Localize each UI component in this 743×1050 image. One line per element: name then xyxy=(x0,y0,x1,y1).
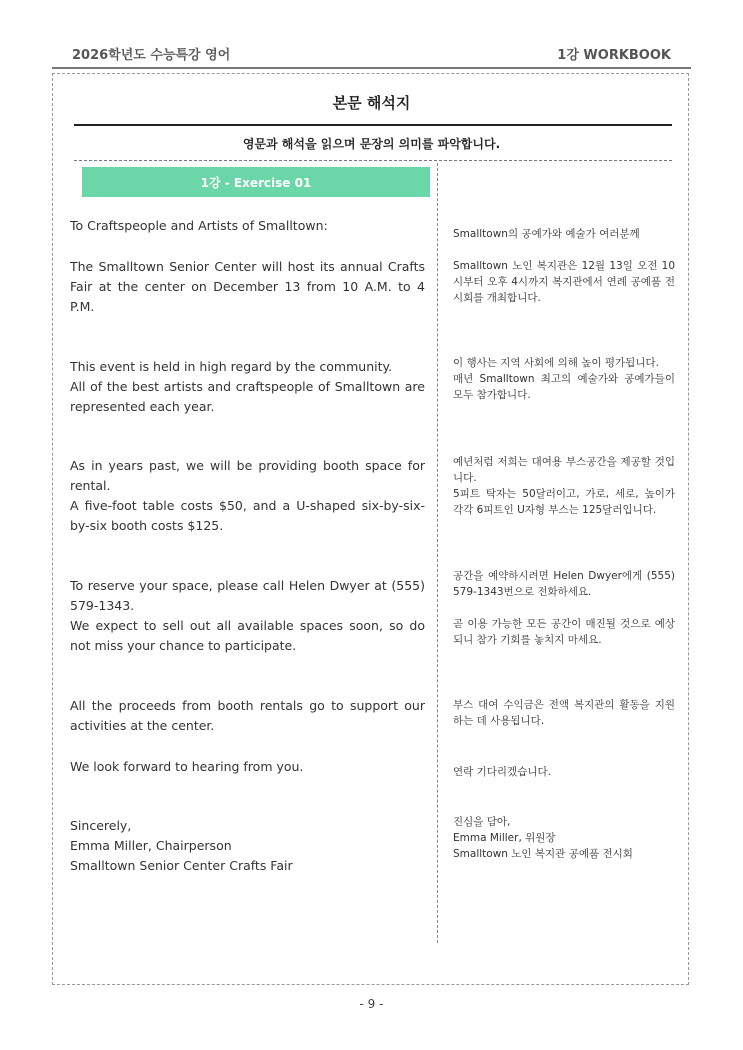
ko-block-5 xyxy=(453,568,675,600)
en-line: To Craftspeople and Artists of Smalltown: xyxy=(70,218,328,233)
exercise-banner xyxy=(82,167,430,197)
ko-line: 예년처럼 저희는 대여용 부스공간을 제공할 것입니다. xyxy=(453,456,675,484)
en-line: Smalltown Senior Center Crafts Fair xyxy=(70,858,293,873)
en-block-3 xyxy=(70,357,425,417)
header-chapter-label: 1강 WORKBOOK xyxy=(557,48,671,63)
en-block-2 xyxy=(70,257,425,317)
en-block-4 xyxy=(70,456,425,536)
ko-block-3 xyxy=(453,355,675,403)
en-line: To reserve your space, please call Helen Dwyer at (555) 579-1343. xyxy=(70,578,425,613)
exercise-label: 1강 - Exercise 01 xyxy=(200,175,312,190)
ko-block-4 xyxy=(453,454,675,518)
en-line: We look forward to hearing from you. xyxy=(70,759,304,774)
ko-line: 매년 Smalltown 최고의 예술가와 공예가들이 모두 참가합니다. xyxy=(453,373,675,401)
ko-block-6 xyxy=(453,616,675,648)
ko-line: Smalltown의 공예가와 예술가 여러분께 xyxy=(453,228,640,240)
en-line: Emma Miller, Chairperson xyxy=(70,838,232,853)
subtitle-rule xyxy=(74,160,672,161)
ko-line: 진심을 담아, xyxy=(453,816,511,828)
ko-block-8 xyxy=(453,764,675,780)
en-line: This event is held in high regard by the community. xyxy=(70,359,393,374)
ko-line: 부스 대여 수익금은 전액 복지관의 활동을 지원하는 데 사용됩니다. xyxy=(453,699,675,727)
en-block-7 xyxy=(70,757,425,777)
ko-line: 곧 이용 가능한 모든 공간이 매진될 것으로 예상되니 참가 기회를 놓치지 마세요. xyxy=(453,618,675,646)
en-block-1 xyxy=(70,216,425,236)
ko-line: Emma Miller, 위원장 xyxy=(453,832,556,844)
en-line: The Smalltown Senior Center will host its annual Crafts Fair at the center on December 13 from 10 A.M. to 4 P.M. xyxy=(70,259,425,314)
en-line: Sincerely, xyxy=(70,818,132,833)
header-rule xyxy=(52,67,691,69)
title-rule xyxy=(74,124,672,126)
ko-line: 이 행사는 지역 사회에 의해 높이 평가됩니다. xyxy=(453,357,659,369)
page-subtitle: 영문과 해석을 읽으며 문장의 의미를 파악합니다. xyxy=(242,137,501,151)
en-line: As in years past, we will be providing booth space for rental. xyxy=(70,458,425,493)
ko-block-2 xyxy=(453,258,675,306)
en-line: A five-foot table costs $50, and a U-shaped six-by-six-by-six booth costs $125. xyxy=(70,498,425,533)
ko-block-7 xyxy=(453,697,675,729)
ko-line: 5피트 탁자는 50달러이고, 가로, 세로, 높이가 각각 6피트인 U자형 부스는 125달러입니다. xyxy=(453,488,675,516)
ko-line: Smalltown 노인 복지관은 12월 13일 오전 10시부터 오후 4시까지 복지관에서 연례 공예품 전시회를 개최합니다. xyxy=(453,260,675,304)
page-number: - 9 - xyxy=(359,997,384,1011)
column-divider xyxy=(437,163,438,943)
ko-line: Smalltown 노인 복지관 공예품 전시회 xyxy=(453,848,633,860)
header-book-title: 2026학년도 수능특강 영어 xyxy=(72,48,231,63)
en-line: All of the best artists and craftspeople of Smalltown are represented each year. xyxy=(70,379,425,414)
en-line: All the proceeds from booth rentals go to support our activities at the center. xyxy=(70,698,425,733)
en-line: We expect to sell out all available spaces soon, so do not miss your chance to participate. xyxy=(70,618,425,653)
ko-block-1 xyxy=(453,226,675,242)
ko-line: 연락 기다리겠습니다. xyxy=(453,766,551,778)
en-block-8 xyxy=(70,816,425,876)
en-block-5 xyxy=(70,576,425,656)
ko-block-9 xyxy=(453,814,675,862)
en-block-6 xyxy=(70,696,425,736)
page-title: 본문 해석지 xyxy=(332,94,411,112)
ko-line: 공간을 예약하시려면 Helen Dwyer에게 (555) 579-1343번으로 전화하세요. xyxy=(453,570,675,598)
